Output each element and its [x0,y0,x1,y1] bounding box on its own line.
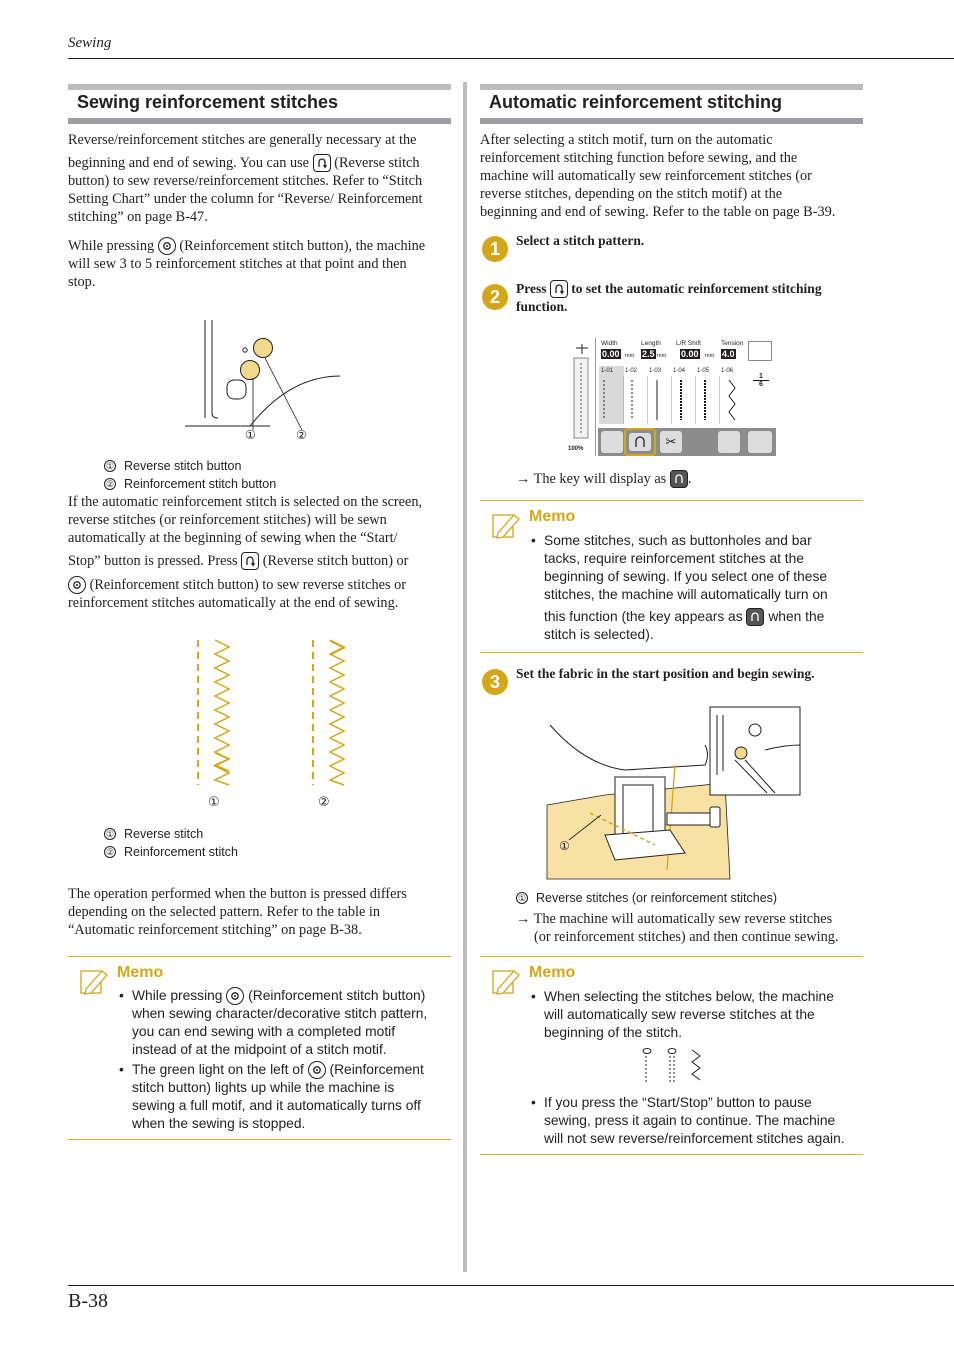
step-2-badge: 2 [482,284,508,310]
right-paragraph-1: After selecting a stitch motif, turn on the automatic reinforcement stitching function before sewing, and the machine will automatically sew reinforcement stitches (or reverse stitches, depending on the stitch motif) at the beginning and end of sewing. Refer to the table on page B-39. [480,132,836,220]
memo-rule-top [68,956,451,957]
memo-title: Memo [529,964,576,981]
memo-item-2: • The green light on the left of (Reinforcement stitch button) lights up while the machine is sewing a full motif, and it automatically turns off when the sewing is stopped. [119,1062,424,1131]
section-title: Automatic reinforcement stitching [489,92,783,112]
lcd-toolbar [598,428,776,456]
memo-icon [492,967,522,995]
column-divider [463,82,467,1272]
left-paragraph-1: Reverse/reinforcement stitches are generally necessary at the beginning and end of sewing. You can use (Reverse stitch button) to sew reverse/reinforcement stitches. Refer to “Stitch Setting Chart” under the column for “Reverse/ Reinforcement stitching” on page B-47. [68,132,423,225]
step-3-result: → The machine will automatically sew reverse stitches (or reinforcement stitches) and then continue sewing. [516,911,839,945]
pattern-1-06[interactable]: 1-06 [721,368,734,374]
step-2-result: → The key will display as . [516,471,692,487]
step-1-text: Select a stitch pattern. [516,233,645,248]
needle-position-button[interactable] [601,431,623,453]
figure-2-captions: ① Reverse stitch ② Reinforcement stitch [105,827,238,859]
left-paragraph-2: While pressing (Reinforcement stitch button), the machine will sew 3 to 5 reinforcement stitches at that point and then stop. [68,238,426,290]
step-1-badge: 1 [482,236,508,262]
section-title: Sewing reinforcement stitches [77,92,339,112]
auto-reverse-stitch-icons [640,1046,706,1084]
memo-rule-top [480,500,863,501]
memo-item-1: • When selecting the stitches below, the machine will automatically sew reverse stitches at the beginning of the stitch. [531,989,834,1040]
reverse-stitch-icon [550,280,568,298]
callout-2: ② [318,795,330,810]
button-location-figure [180,318,345,448]
section-heading-right [480,84,863,124]
figure-1-captions: ① Reverse stitch button ② Reinforcement stitch button [105,459,277,491]
memo-icon [492,511,522,539]
reverse-stitch-icon [629,433,651,451]
step-2-text: Press to set the automatic reinforcement stitching function. [516,281,822,314]
memory-button[interactable] [718,431,740,453]
footer-rule [68,1285,954,1286]
callout-1: ① [208,795,220,810]
step-3-text: Set the fabric in the start position and begin sewing. [516,666,815,681]
header-rule [68,58,954,59]
page-number: B-38 [68,1290,108,1312]
pattern-1-02[interactable]: 1-02 [625,368,638,374]
memo-rule-bottom [480,652,863,653]
reinforcement-stitch-icon [226,987,244,1005]
step-3-badge: 3 [482,669,508,695]
callout-1: ① [559,839,570,853]
memo-item-2: • If you press the “Start/Stop” button to pause sewing, press it again to continue. The machine will not sew reverse/reinforcement stitches again. [531,1095,845,1146]
memo-rule-top [480,956,863,957]
memo-icon [80,967,110,995]
lcd-screen: 100% Width Length L/R Shift Tension 0.00 mm 2.5 mm 0.00 mm 4.0 1-01 1-02 1-03 1-04 1-05 1-06 1 6 ✂ [568,338,776,456]
stitch-preview-icon [748,341,772,361]
stitch-comparison-figure [185,635,365,790]
memo-title: Memo [117,964,164,981]
running-header: Sewing [68,35,112,51]
reinforcement-stitch-icon [308,1061,326,1079]
reverse-stitch-icon [313,154,331,172]
memo-item-1: • Some stitches, such as buttonholes and bar tacks, require reinforcement stitches at the beginning of sewing. If you select one of these stitches, the machine will automatically turn on this function (the key appears as when the stitch is selected). [531,533,828,642]
callout-1: ① [245,428,256,442]
pattern-1-01[interactable]: 1-01 [601,368,614,374]
left-paragraph-4: The operation performed when the button is pressed differs depending on the selected pattern. Refer to the table in “Automatic reinforcement stitching” on page B-38. [68,886,407,938]
pattern-1-03[interactable]: 1-03 [649,368,662,374]
scissors-icon[interactable]: ✂ [660,431,682,453]
section-heading-left [68,84,451,124]
callout-2: ② [296,428,307,442]
memo-rule-bottom [480,1154,863,1155]
pattern-1-04[interactable]: 1-04 [673,368,686,374]
pattern-grid [599,366,744,426]
sewing-start-figure [545,705,803,883]
figure-3-caption: ① Reverse stitches (or reinforcement stitches) [517,891,778,905]
pattern-1-05[interactable]: 1-05 [697,368,710,374]
reverse-stitch-key-highlight[interactable] [624,428,656,456]
memo-rule-bottom [68,1139,451,1140]
presser-foot-panel: 100% [568,338,596,456]
page-indicator: 1 6 [753,373,769,388]
reverse-stitch-active-icon [746,608,764,626]
reinforcement-stitch-icon [158,237,176,255]
reverse-stitch-active-icon [670,470,688,488]
reverse-stitch-icon [241,552,259,570]
memo-item-1: • While pressing (Reinforcement stitch button) when sewing character/decorative stitch pattern, you can end sewing with a completed motif instead of at the midpoint of a stitch motif. [119,988,428,1057]
left-paragraph-3: If the automatic reinforcement stitch is selected on the screen, reverse stitches (or reinforcement stitches) will be sewn automatically at the beginning of sewing when the “Start/ Stop” button is pressed. Press (Reverse stitch button) or (Reinforcement stitch button) to sew reverse stitches or reinforcement stitches automatically at the end of sewing. [68,494,423,611]
settings-button[interactable] [748,431,772,453]
memo-title: Memo [529,508,576,525]
reinforcement-stitch-icon [68,576,86,594]
